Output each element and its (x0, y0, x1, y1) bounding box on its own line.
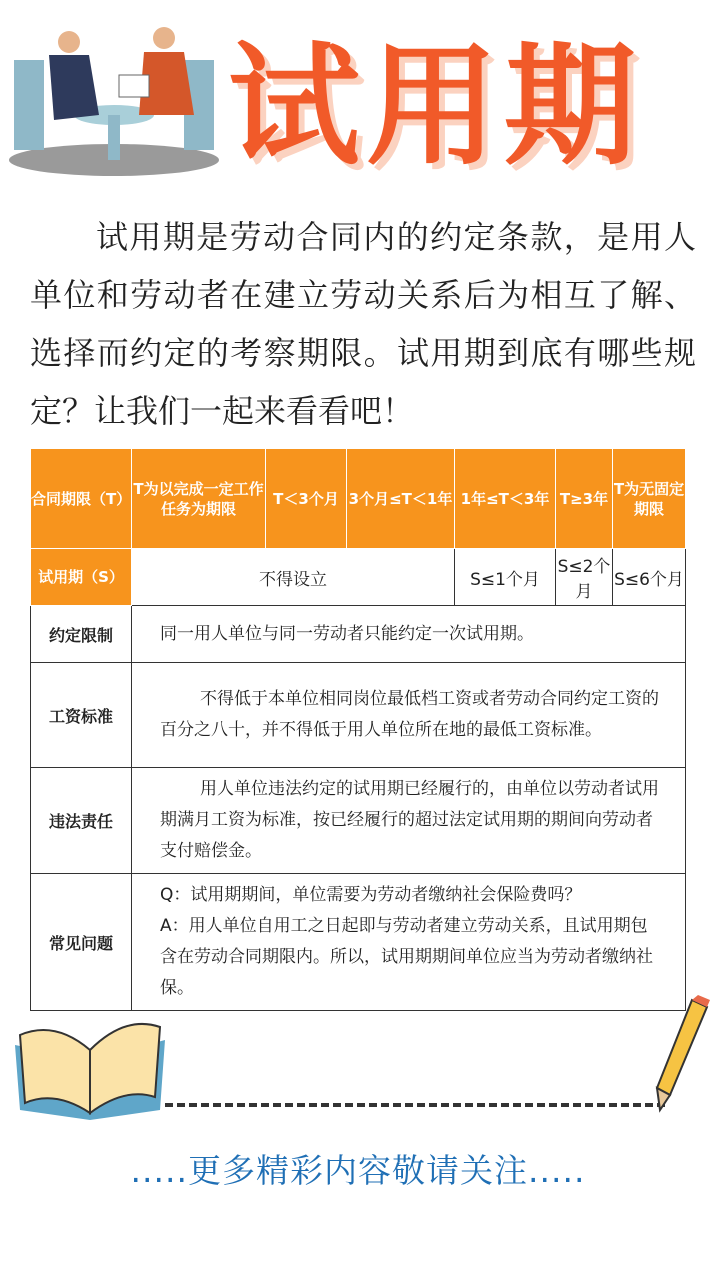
header-cell: T为无固定期限 (613, 449, 686, 549)
table-row (31, 606, 686, 663)
header-cell: 3个月≤T＜1年 (347, 449, 455, 549)
faq-answer: A：用人单位自用工之日起即与劳动者建立劳动关系，且试用期包含在劳动合同期限内。所以，试用期期间单位应当为劳动者缴纳社保。 (160, 916, 653, 998)
probation-row (31, 549, 686, 606)
row-label: 违法责任 (31, 768, 132, 874)
probation-table (30, 448, 686, 1011)
probation-cell: S≤1个月 (455, 549, 556, 606)
intro-paragraph: 试用期是劳动合同内的约定条款，是用人单位和劳动者在建立劳动关系后为相互了解、选择而约定的考察期限。试用期到底有哪些规定？让我们一起来看看吧！ (30, 218, 696, 430)
row-text: 用人单位违法约定的试用期已经履行的，由单位以劳动者试用期满月工资为标准，按已经履行的超过法定试用期的期间向劳动者支付赔偿金。 (132, 768, 686, 874)
header-cell: 1年≤T＜3年 (455, 449, 556, 549)
page-title: 试用期 (228, 30, 642, 184)
probation-cell: S≤2个月 (556, 549, 613, 606)
row-label: 试用期（S） (31, 549, 132, 606)
footer-text: .....更多精彩内容敬请关注..... (130, 1151, 586, 1190)
header-cell: T为以完成一定工作任务为期限 (132, 449, 266, 549)
row-label: 工资标准 (31, 663, 132, 768)
table-row (31, 663, 686, 768)
header-cell: T＜3个月 (266, 449, 347, 549)
table-header-row (31, 449, 686, 549)
row-label: 约定限制 (31, 606, 132, 663)
probation-cell: S≤6个月 (613, 549, 686, 606)
row-text: 同一用人单位与同一劳动者只能约定一次试用期。 (132, 606, 686, 663)
meeting-illustration (4, 20, 224, 180)
header-cell: T≥3年 (556, 449, 613, 549)
table-row (31, 874, 686, 1011)
dashed-line (165, 1103, 665, 1107)
row-label: 常见问题 (31, 874, 132, 1011)
header-cell: 合同期限（T） (31, 449, 132, 549)
probation-cell: 不得设立 (132, 549, 455, 606)
pencil-icon (652, 995, 712, 1115)
book-icon (10, 1015, 170, 1125)
row-text: 不得低于本单位相同岗位最低档工资或者劳动合同约定工资的百分之八十，并不得低于用人单位所在地的最低工资标准。 (132, 663, 686, 768)
faq-cell (132, 874, 686, 1011)
table-row (31, 768, 686, 874)
faq-question: Q：试用期期间，单位需要为劳动者缴纳社会保险费吗？ (160, 885, 582, 905)
